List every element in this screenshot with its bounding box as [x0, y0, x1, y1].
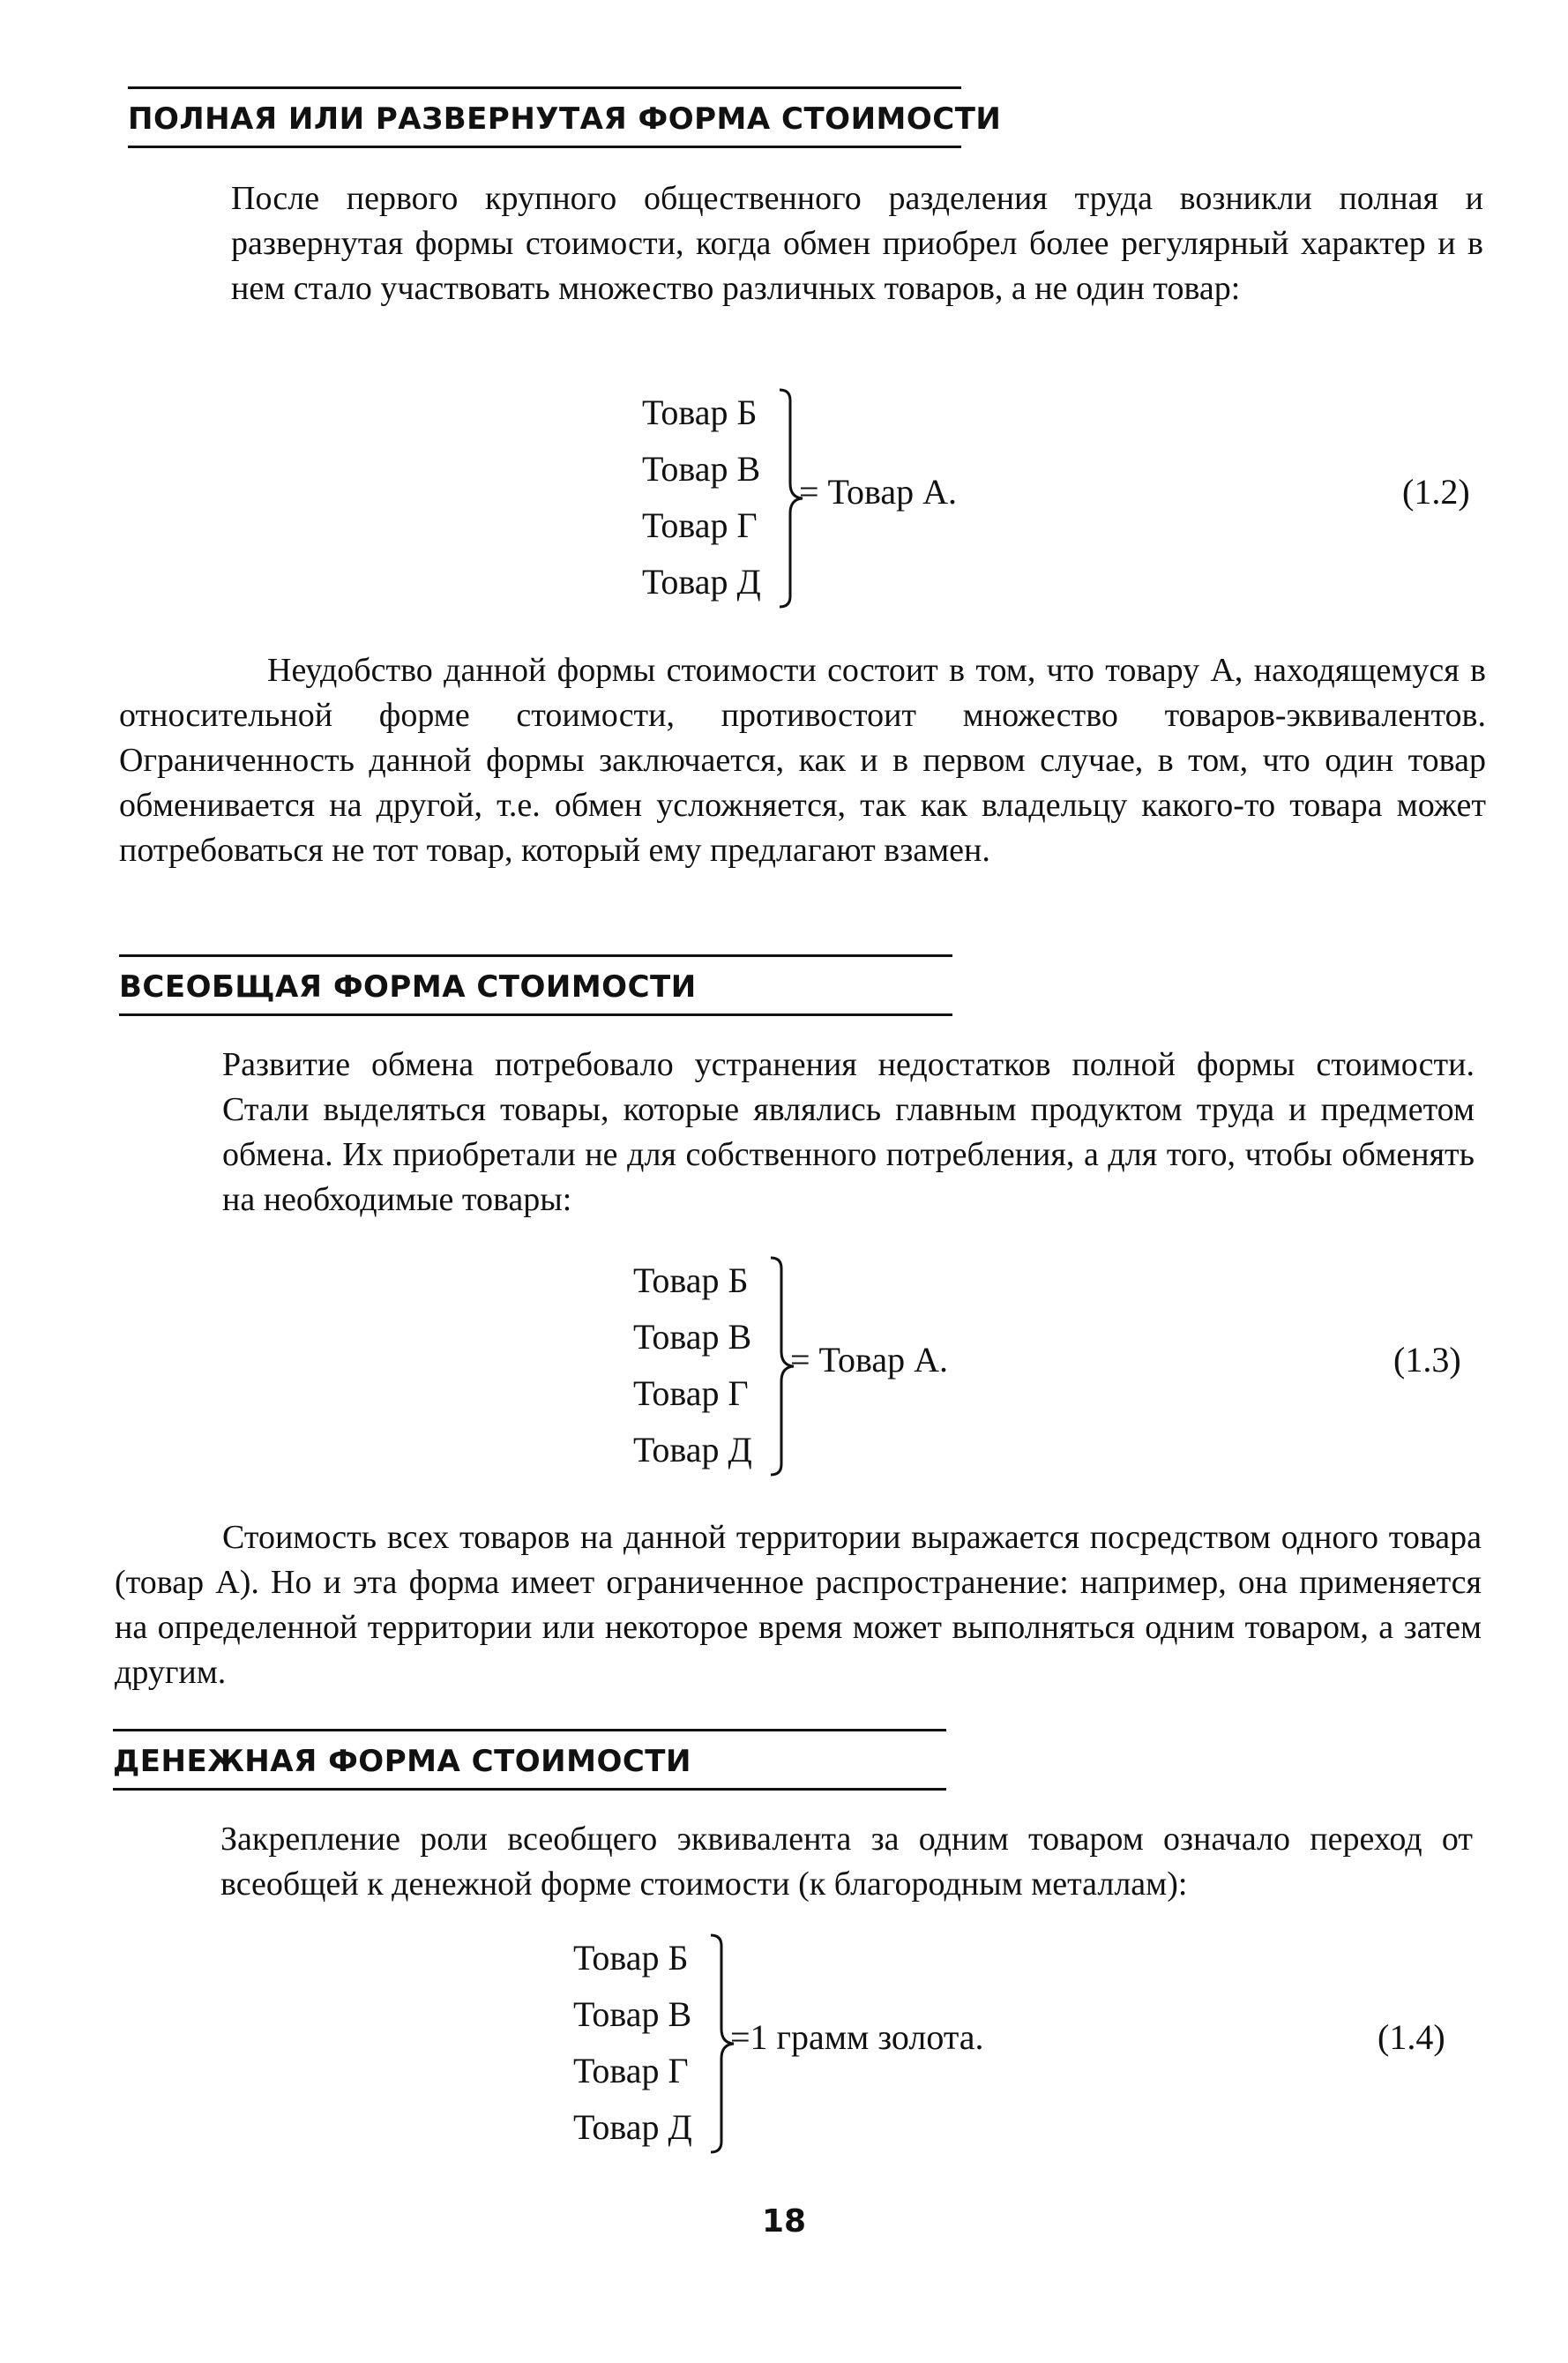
formula-item: Товар Д	[642, 562, 761, 602]
formula-item: Товар Г	[633, 1373, 749, 1413]
page-number: 18	[761, 2203, 807, 2240]
paragraph-intro-money-form: Закрепление роли всеобщего эквивалента за одним товаром означало переход от всеобщей к денежной форме стоимости (к благородным металлам):	[220, 1821, 1473, 1903]
formula-item: Товар В	[633, 1317, 752, 1357]
paragraph-intro-full-form: После первого крупного общественного разделения труда возникли полная и развернутая формы стоимости, когда обмен приобрел более регулярный характер и в нем стало участвовать множество различных товаров, а не один товар:	[231, 180, 1483, 307]
formula-item: Товар Д	[573, 2107, 692, 2147]
formula-item: Товар В	[642, 449, 761, 489]
section-heading-money-form	[113, 1729, 946, 1791]
formula-1-3	[633, 1253, 1515, 1482]
formula-result: = Товар А.	[799, 472, 957, 512]
formula-result: = Товар А.	[790, 1340, 948, 1380]
formula-number: (1.2)	[1402, 472, 1470, 512]
heading-text: ДЕНЕЖНАЯ ФОРМА СТОИМОСТИ	[113, 1744, 691, 1779]
paragraph-outro-full-form: Неудобство данной формы стоимости состоит в том, что товару А, находящемуся в относительной форме стоимости, противостоит множество товаров-эквивалентов. Ограниченность данной формы заключается, как и в первом случае, в том, что один товар обменивается на другой, т.е. обмен усложняется, так как владельцу какого-то товара может потребоваться не тот товар, который ему предлагают взамен.	[119, 652, 1486, 869]
section-heading-full-form	[128, 86, 1002, 148]
heading-text: ПОЛНАЯ ИЛИ РАЗВЕРНУТАЯ ФОРМА СТОИМОСТИ	[128, 101, 1002, 137]
formula-1-2	[642, 385, 1524, 614]
formula-number: (1.3)	[1393, 1340, 1461, 1380]
section-heading-universal-form	[119, 954, 952, 1016]
formula-item: Товар Б	[573, 1938, 689, 1978]
paragraph-outro-universal-form: Стоимость всех товаров на данной территории выражается посредством одного товара (товар А). Но и эта форма имеет ограниченное распространение: например, она применяется на определенной территории или некоторое время может выполняться одним товаром, а затем другим.	[115, 1519, 1482, 1691]
formula-1-4	[573, 1930, 1499, 2159]
formula-item: Товар Б	[633, 1260, 749, 1300]
formula-number: (1.4)	[1378, 2017, 1445, 2057]
paragraph-intro-universal-form: Развитие обмена потребовало устранения недостатков полной формы стоимости. Стали выделяться товары, которые являлись главным продуктом труда и предметом обмена. Их приобретали не для собственного потребления, а для того, чтобы обменять на необходимые товары:	[222, 1046, 1475, 1218]
formula-result: =1 грамм золота.	[730, 2017, 984, 2057]
formula-item: Товар В	[573, 1994, 692, 2034]
heading-text: ВСЕОБЩАЯ ФОРМА СТОИМОСТИ	[119, 969, 697, 1005]
formula-item: Товар Г	[642, 505, 758, 545]
formula-item: Товар Д	[633, 1430, 752, 1469]
formula-item: Товар Г	[573, 2051, 689, 2090]
formula-item: Товар Б	[642, 393, 758, 432]
